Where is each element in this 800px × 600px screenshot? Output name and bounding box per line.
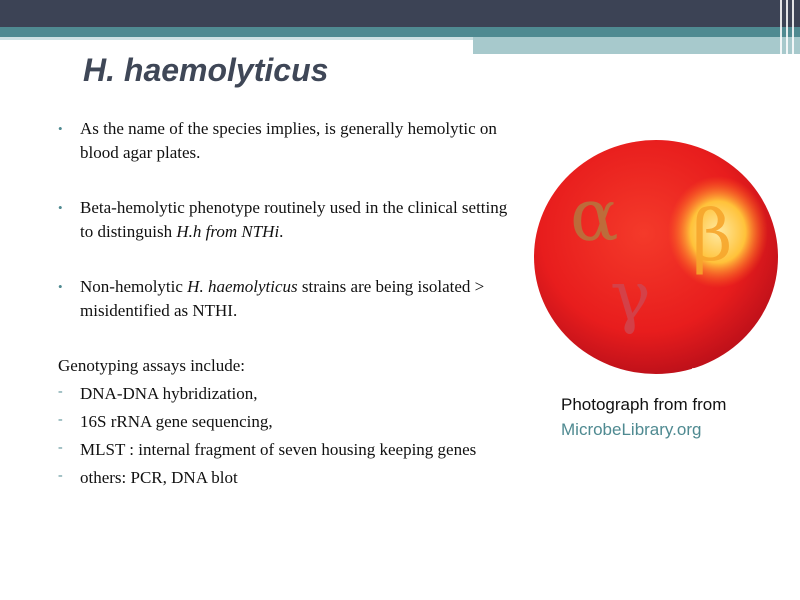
gamma-colony-mark: γ: [610, 258, 651, 337]
bullet-item: [58, 275, 518, 323]
dash-icon: -: [58, 412, 63, 427]
slide-body: [58, 117, 518, 490]
genotyping-item: [58, 382, 518, 406]
bullet-text: Beta-hemolytic phenotype routinely used in the clinical setting to distinguish: [80, 198, 508, 241]
header-thin-line: [0, 37, 473, 40]
genotyping-item-text: 16S rRNA gene sequencing,: [80, 412, 273, 431]
plate-image: [532, 140, 780, 378]
bullet-item: [58, 117, 518, 165]
bullet-text: As the name of the species implies, is generally hemolytic on blood agar plates.: [80, 119, 497, 162]
bullet-dot-icon: •: [58, 121, 63, 136]
genotyping-heading: Genotyping assays include:: [58, 356, 245, 375]
header-accent-band: [0, 27, 800, 37]
caption-text: Photograph from from: [561, 395, 727, 414]
genotyping-item-text: others: PCR, DNA blot: [80, 468, 238, 487]
dash-icon: -: [58, 384, 63, 399]
bullet-text-end: strains are being isolated > misidentified as NTHI.: [80, 277, 485, 320]
genotyping-item: [58, 438, 518, 462]
caption-link[interactable]: MicrobeLibrary.org: [561, 420, 702, 439]
beta-colony-mark: β: [692, 195, 733, 277]
bullet-italic-text: H.h from NTHi: [176, 222, 280, 241]
header-band: [0, 0, 800, 27]
genotyping-item: [58, 410, 518, 434]
bullet-dot-icon: •: [58, 279, 63, 294]
genotyping-item-text: DNA-DNA hybridization,: [80, 384, 258, 403]
slide-title: H. haemolyticus: [83, 52, 329, 88]
bullet-item: [58, 196, 518, 244]
photo-credit-strip: [692, 368, 768, 371]
bullet-text-end: .: [279, 222, 284, 241]
alpha-colony-mark: α: [570, 173, 619, 257]
bullet-text: Non-hemolytic: [80, 277, 188, 296]
bullet-italic-text: H. haemolyticus: [187, 277, 298, 296]
header-corner-stripes: [778, 0, 800, 54]
photo-caption: [561, 392, 791, 442]
genotyping-item-text: MLST : internal fragment of seven housing keeping genes: [80, 440, 477, 459]
bullet-dot-icon: •: [58, 200, 63, 215]
dash-icon: -: [58, 440, 63, 455]
dash-icon: -: [58, 468, 63, 483]
blood-agar-plate-photo: [532, 140, 780, 378]
genotyping-item: [58, 466, 518, 490]
header-light-band: [473, 37, 800, 54]
